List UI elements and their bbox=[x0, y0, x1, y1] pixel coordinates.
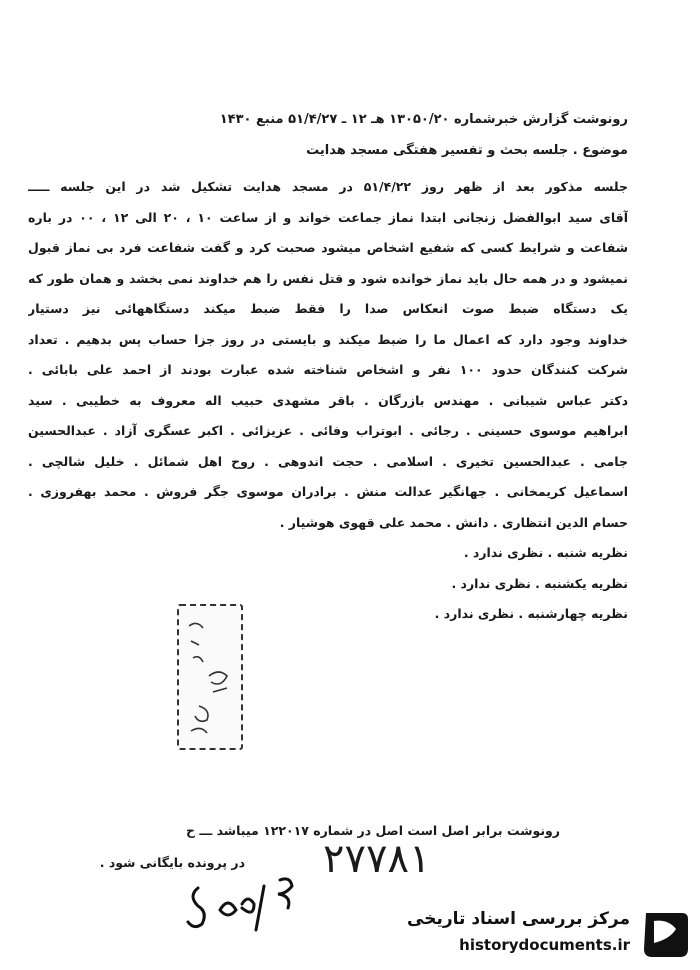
comment-sunday: نظریه یکشنبه . نظری ندارد . bbox=[451, 575, 628, 591]
body-line-11: اسماعیل کریمخانی . جهانگیر عدالت منش . برادران موسوی جگر فروش . محمد بهفروزی . bbox=[28, 484, 628, 499]
comment-saturday: نظریه شنبه . نظری ندارد . bbox=[463, 545, 628, 560]
body-line-10: جامی . عبدالحسین تخیری . اسلامی . حجت اندوهی . روح اهل شمائل . خلیل شالچی . bbox=[28, 453, 628, 469]
report-header: رونوشت گزارش خبرشماره ۱۳۰۵۰/۲۰ هـ ۱۲ ـ ۵۱/۴/۲۷ منبع ۱۴۳۰ bbox=[219, 112, 628, 127]
body-line-4: نمیشود و در همه حال باید نماز خوانده شود و قتل نفس را هم خداوند نمی بخشد و همان طور که bbox=[28, 270, 628, 286]
body-line-12: حسام الدین انتظاری . دانش . محمد علی قهوی هوشیار . bbox=[279, 514, 628, 530]
body-line-6: خداوند وجود دارد که اعمال ما را ضبط میکند و بایستی در روز جزا حساب پس بدهیم . تعداد bbox=[28, 331, 628, 347]
archive-instruction: در پرونده بایگانی شود . bbox=[99, 855, 245, 870]
archive-number: ۲۷۷۸۱ bbox=[323, 836, 431, 882]
watermark bbox=[405, 903, 690, 963]
watermark-url: historydocuments.ir bbox=[459, 936, 630, 954]
copy-certification: رونوشت برابر اصل است اصل در شماره ۱۲۲۰۱۷ میباشد ـــ ح bbox=[186, 823, 560, 838]
comment-wednesday: نظریه چهارشنبه . نظری ندارد . bbox=[434, 606, 628, 621]
watermark-title: مرکز بررسی اسناد تاریخی bbox=[407, 909, 630, 929]
handwritten-date-mark bbox=[180, 866, 310, 936]
body-line-2: آقای سید ابوالفضل زنجانی ابتدا نماز جماعت خواند و از ساعت ۱۰ ، ۲۰ الی ۱۲ ، ۰۰ در باره bbox=[28, 209, 628, 225]
body-line-9: ابراهیم موسوی حسینی . رجائی . ابوتراب وفائی . عزیزائی . اکبر عسگری آزاد . عبدالحسین bbox=[28, 423, 628, 438]
archive-logo-icon bbox=[638, 905, 690, 961]
body-line-1: جلسه مذکور بعد از ظهر روز ۵۱/۴/۲۲ در مسجد هدایت تشکیل شد در این جلسه ـــــ bbox=[28, 179, 628, 194]
archive-stamp bbox=[177, 604, 243, 750]
body-line-5: یک دستگاه ضبط صوت انعکاس صدا را فقط ضبط میکند دستگاههائی نیز دستیار bbox=[28, 301, 628, 316]
report-body bbox=[28, 172, 628, 630]
body-line-7: شرکت کنندگان حدود ۱۰۰ نفر و اشخاص شناخته شده عبارت بودند از احمد علی بابائی . bbox=[28, 362, 628, 377]
body-line-3: شفاعت و شرایط کسی که شفیع اشخاص میشود صحبت کرد و گفت شفاعت فرد بی نماز قبول bbox=[28, 240, 628, 255]
body-line-8: دکتر عباس شیبانی . مهندس بازرگان . باقر مشهدی حبیب اله معروف به خطیبی . سید bbox=[28, 392, 628, 408]
stamp-scribble-icon bbox=[179, 606, 241, 748]
report-subject: موضوع . جلسه بحث و تفسیر هفتگی مسجد هدایت bbox=[306, 143, 628, 158]
